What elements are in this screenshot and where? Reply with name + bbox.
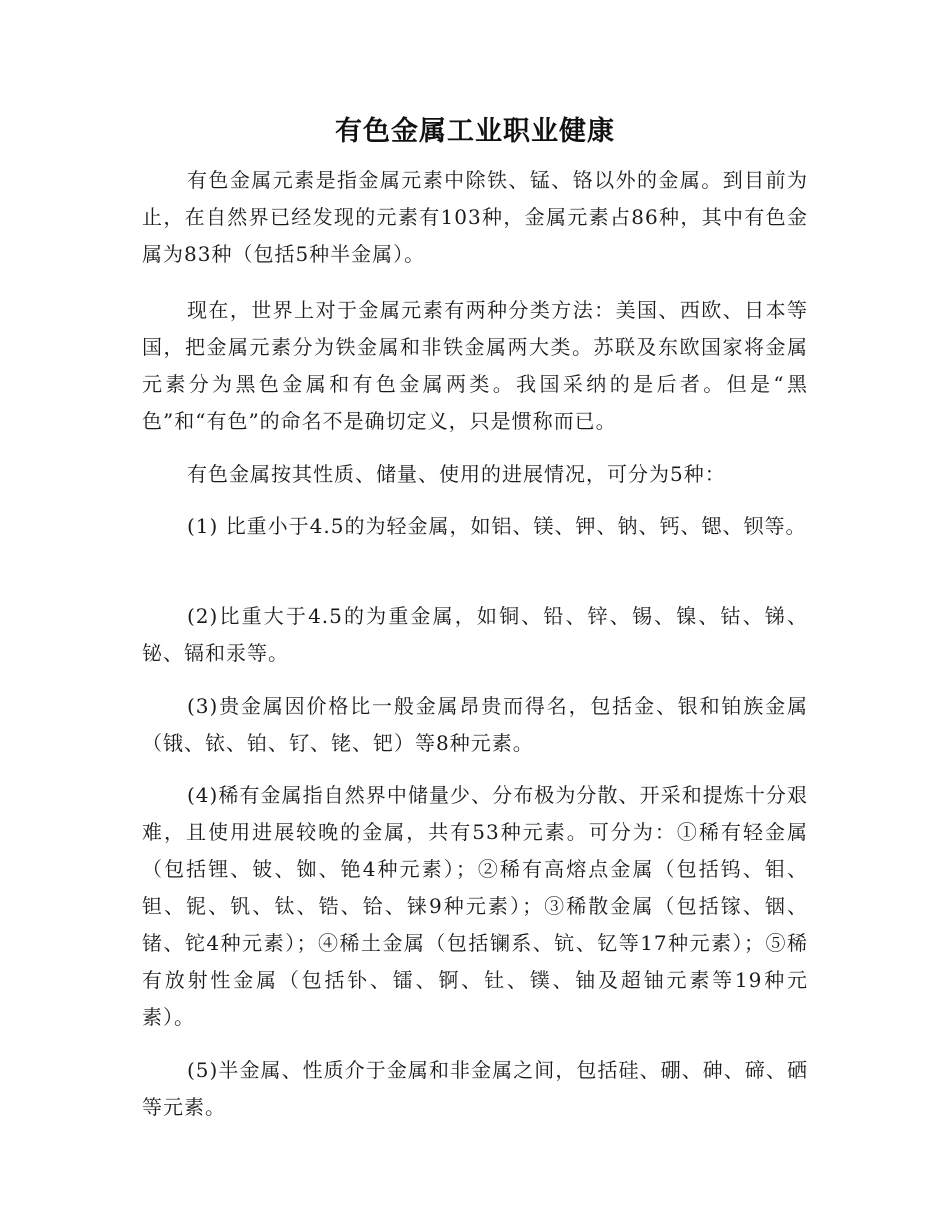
paragraph-definition: 有色金属元素是指金属元素中除铁、锰、铬以外的金属。到目前为止，在自然界已经发现的元素有103种，金属元素占86种，其中有色金属为83种（包括5种半金属）。 (142, 168, 808, 266)
paragraph-five-categories-intro: 有色金属按其性质、储量、使用的进展情况，可分为5种： (187, 462, 726, 486)
paragraph-heavy-metals: (2)比重大于4.5的为重金属，如铜、铅、锌、锡、镍、钴、锑、铋、镉和汞等。 (142, 604, 808, 665)
paragraph-light-metals: (1) 比重小于4.5的为轻金属，如铝、镁、钾、钠、钙、锶、钡等。 (187, 514, 807, 538)
paragraph-precious-metals: (3)贵金属因价格比一般金属昂贵而得名，包括金、银和铂族金属（锇、铱、铂、钌、铑、钯）等8种元素。 (142, 694, 808, 755)
document-title: 有色金属工业职业健康 (335, 116, 615, 147)
paragraph-semi-metals: (5)半金属、性质介于金属和非金属之间，包括硅、硼、砷、碲、硒等元素。 (142, 1058, 808, 1119)
paragraph-classification-methods: 现在，世界上对于金属元素有两种分类方法：美国、西欧、日本等国，把金属元素分为铁金属和非铁金属两大类。苏联及东欧国家将金属元素分为黑色金属和有色金属两类。我国采纳的是后者。但是“黑色”和“有色”的命名不是确切定义，只是惯称而已。 (142, 298, 808, 433)
paragraph-rare-metals: (4)稀有金属指自然界中储量少、分布极为分散、开采和提炼十分艰难，且使用进展较晚的金属，共有53种元素。可分为：①稀有轻金属（包括锂、铍、铷、铯4种元素）；②稀有高熔点金属（包括钨、钼、钽、铌、钒、钛、锆、铪、铼9种元素）；③稀散金属（包括镓、铟、锗、铊4种元素）；④稀土金属（包括镧系、钪、钇等17种元素）；⑤稀有放射性金属（包括钋、镭、锕、钍、镤、铀及超铀元素等19种元素）。 (142, 783, 808, 1029)
